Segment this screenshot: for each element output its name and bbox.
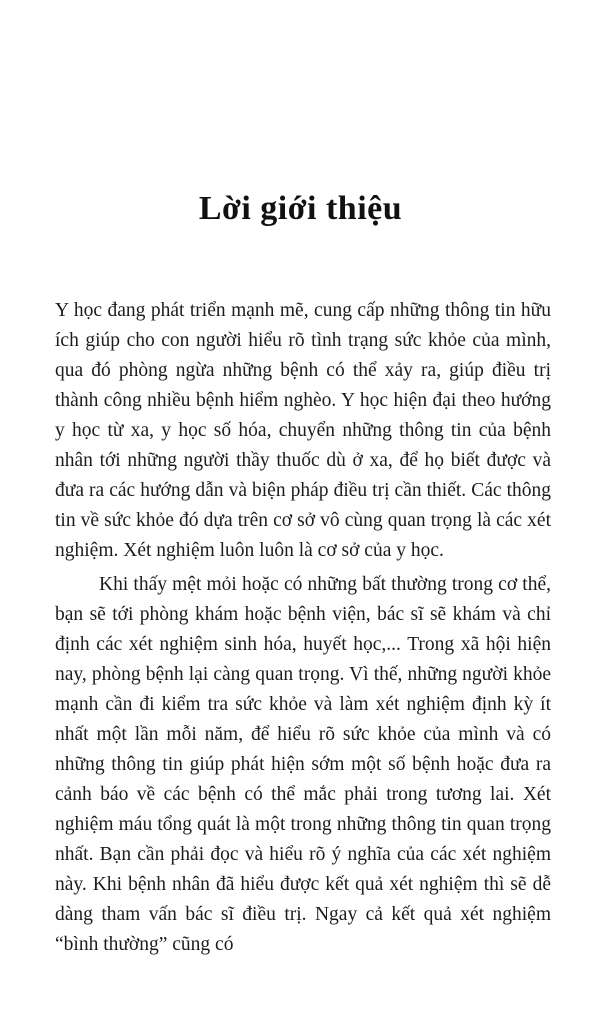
page-title: Lời giới thiệu xyxy=(198,190,403,227)
page-body xyxy=(55,296,551,960)
paragraph: Khi thấy mệt mỏi hoặc có những bất thường trong cơ thể, bạn sẽ tới phòng khám hoặc bệnh viện, bác sĩ sẽ khám và chỉ định các xét nghiệm sinh hóa, huyết học,... Trong xã hội hiện nay, phòng bệnh lại càng quan trọng. Vì thế, những người khỏe mạnh cần đi kiểm tra sức khỏe và làm xét nghiệm định kỳ ít nhất một lần mỗi năm, để hiểu rõ sức khỏe của mình và có những thông tin giúp phát hiện sớm một số bệnh hoặc đưa ra cảnh báo về các bệnh có thể mắc phải trong tương lai. Xét nghiệm máu tổng quát là một trong những thông tin quan trọng nhất. Bạn cần phải đọc và hiểu rõ ý nghĩa của các xét nghiệm này. Khi bệnh nhân đã hiểu được kết quả xét nghiệm thì sẽ dễ dàng tham vấn bác sĩ điều trị. Ngay cả kết quả xét nghiệm “bình thường” cũng có xyxy=(55,574,551,955)
paragraph: Y học đang phát triển mạnh mẽ, cung cấp những thông tin hữu ích giúp cho con người hiểu rõ tình trạng sức khỏe của mình, qua đó phòng ngừa những bệnh có thể xảy ra, giúp điều trị thành công nhiều bệnh hiểm nghèo. Y học hiện đại theo hướng y học từ xa, y học số hóa, chuyển những thông tin của bệnh nhân tới những người thầy thuốc dù ở xa, để họ biết được và đưa ra các hướng dẫn và biện pháp điều trị cần thiết. Các thông tin về sức khỏe đó dựa trên cơ sở vô cùng quan trọng là các xét nghiệm. Xét nghiệm luôn luôn là cơ sở của y học. xyxy=(55,300,551,561)
